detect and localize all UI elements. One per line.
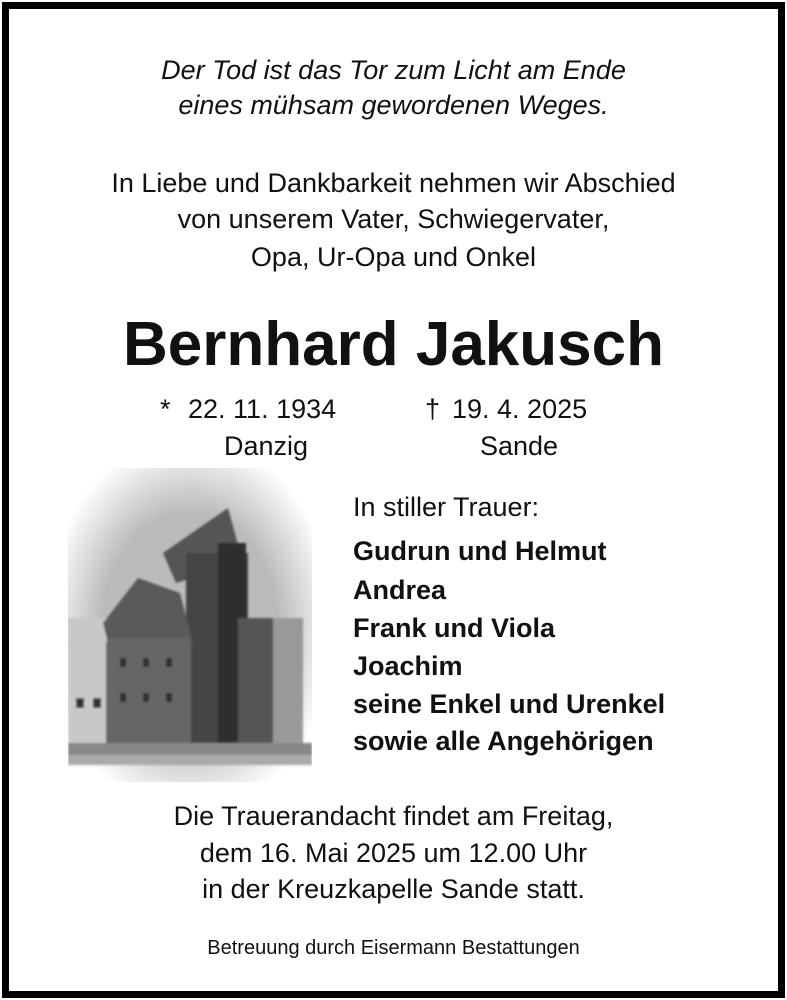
funeral-home-footer: Betreuung durch Eisermann Bestattungen bbox=[207, 937, 580, 959]
service-line-1: Die Trauerandacht findet am Freitag, bbox=[173, 801, 614, 831]
intro-line-2: von unserem Vater, Schwiegervater, bbox=[177, 204, 610, 234]
birth-date: 22. 11. 1934 bbox=[188, 394, 337, 424]
death-date: 19. 4. 2025 bbox=[452, 394, 588, 424]
mourners-heading: In stiller Trauer: bbox=[353, 492, 540, 522]
birth-star: * bbox=[160, 394, 171, 424]
motto-line-2: eines mühsam gewordenen Weges. bbox=[178, 90, 609, 120]
motto-line-1: Der Tod ist das Tor zum Licht am Ende bbox=[161, 55, 626, 85]
mourner-line: seine Enkel und Urenkel bbox=[353, 689, 666, 719]
mourner-line: sowie alle Angehörigen bbox=[353, 726, 654, 756]
mourner-line: Frank und Viola bbox=[353, 613, 556, 643]
deceased-name: Bernhard Jakusch bbox=[123, 310, 664, 379]
mourner-line: Gudrun und Helmut bbox=[353, 536, 607, 566]
service-line-2: dem 16. Mai 2025 um 12.00 Uhr bbox=[199, 838, 588, 868]
death-cross: † bbox=[425, 394, 441, 424]
birth-place: Danzig bbox=[224, 431, 309, 461]
death-place: Sande bbox=[480, 431, 559, 461]
service-line-3: in der Kreuzkapelle Sande statt. bbox=[202, 874, 585, 904]
crane-gate-drawing bbox=[68, 468, 312, 782]
intro-line-1: In Liebe und Dankbarkeit nehmen wir Abschied bbox=[111, 168, 676, 198]
mourner-line: Joachim bbox=[353, 651, 463, 681]
mourner-line: Andrea bbox=[353, 575, 447, 605]
intro-line-3: Opa, Ur-Opa und Onkel bbox=[250, 242, 537, 272]
